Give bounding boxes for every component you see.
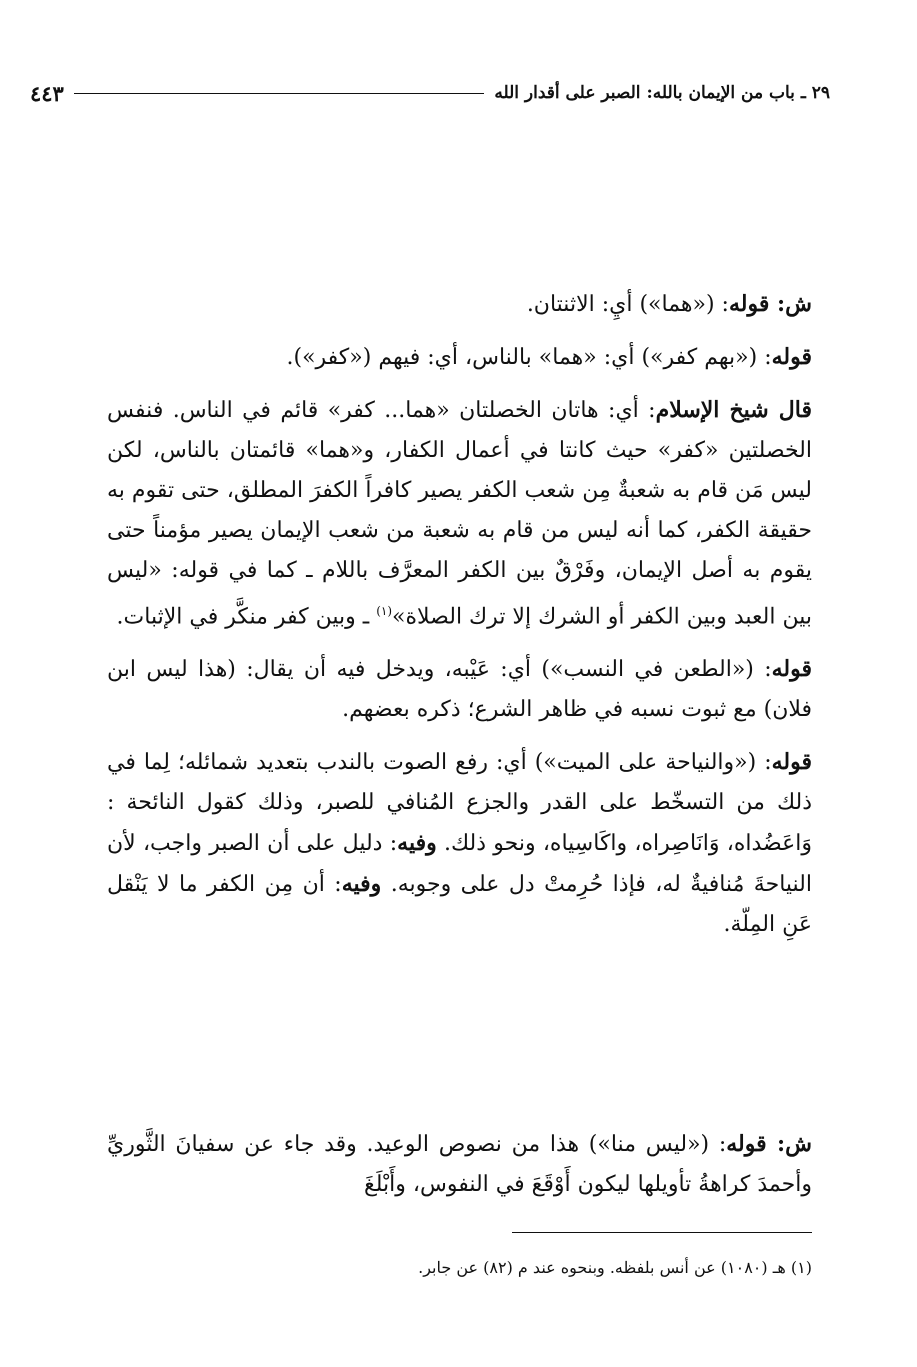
keyword: وفيه bbox=[341, 871, 382, 898]
paragraph-text: : («هما») أيِ: الاثنتان. bbox=[526, 292, 729, 317]
paragraph-lead: قال شيخ الإسلام bbox=[655, 397, 812, 423]
paragraph-2 bbox=[107, 337, 812, 378]
paragraph-text: : («بهم كفر») أي: «هما» بالناس، أي: فيهم («كفر»). bbox=[286, 345, 772, 370]
paragraph-text: ـ وبين كفر منكَّر في الإثبات. bbox=[116, 604, 377, 630]
paragraph-text: : («ليس منا») هذا من نصوص الوعيد. وقد جاء عن سفيانَ الثَّوريِّ وأحمدَ كراهةُ تأويلها ليكون أَوْقَعَ في النفوس، وأَبْلَغَ bbox=[107, 1132, 812, 1197]
header-rule bbox=[74, 93, 484, 94]
paragraph-lead: ش: قوله bbox=[728, 291, 812, 317]
paragraph-text: : دليل على أن الصبر واجب، لأن النياحةَ مُنافيةٌ له، فإذا حُرِمتْ دل على وجوبه. bbox=[107, 831, 812, 898]
paragraph-text: : أي: هاتان الخصلتان «هما... كفر» قائم في الناس. فنفس الخصلتين «كفر» حيث كانتا في أعمال الكفار، و«هما» قائمتان بالناس، لكن ليس مَن قام به شعبةٌ مِن شعب الكفر يصير كافراً الكفرَ المطلق، حتى تقوم به حقيقة الكفر، كما أنه ليس من قام به شعبة من شعب الإيمان يصير مؤمناً حتى يقوم به أصل الإيمان، وفَرْقٌ بين الكفر المعرَّف باللام ـ كما في قوله: «ليس بين العبد وبين الكفر أو الشرك إلا ترك الصلاة» bbox=[107, 398, 812, 630]
paragraph-3 bbox=[107, 390, 812, 637]
paragraph-lead: قوله bbox=[771, 749, 812, 776]
footnote: (١) هـ (١٠٨٠) عن أنس بلفظه. وبنحوه عند م (٨٢) عن جابر. bbox=[418, 1258, 812, 1277]
paragraph-text: : («الطعن في النسب») أي: عَيْبه، ويدخل فيه أن يقال: (هذا ليس ابن فلان) مع ثبوت نسبه في ظاهر الشرع؛ ذكره بعضهم. bbox=[107, 657, 812, 723]
paragraph-1 bbox=[107, 284, 812, 325]
running-header bbox=[30, 78, 830, 108]
keyword: وفيه bbox=[397, 830, 437, 857]
paragraph-text: : («والنياحة على الميت») أي: رفع الصوت بالندب بتعديد شمائله؛ لِما في ذلك من التسخّط على القدر والجزع المُنافي للصبر، وذلك كقول النائحة : وَاعَضُداه، وَانَاصِراه، واكَاسِياه، ونحو ذلك. bbox=[107, 750, 812, 857]
paragraph-lead: قوله bbox=[771, 344, 812, 370]
commentary-section-2 bbox=[107, 1124, 812, 1205]
paragraph-lead: قوله bbox=[771, 656, 812, 683]
footnote-rule bbox=[512, 1232, 812, 1233]
page-number: ٤٤٣ bbox=[30, 80, 64, 106]
paragraph-6 bbox=[107, 1124, 812, 1205]
paragraph-5 bbox=[107, 742, 812, 945]
commentary-section-1 bbox=[107, 284, 812, 945]
paragraph-4 bbox=[107, 649, 812, 730]
paragraph-text: : أن مِن الكفر ما لا يَنْقل عَنِ المِلّة. bbox=[107, 872, 812, 938]
chapter-title: ٢٩ ـ باب من الإيمان بالله: الصبر على أقدار الله bbox=[494, 83, 830, 103]
footnote-marker: (١) bbox=[376, 604, 393, 618]
paragraph-lead: ش: قوله bbox=[726, 1131, 813, 1157]
